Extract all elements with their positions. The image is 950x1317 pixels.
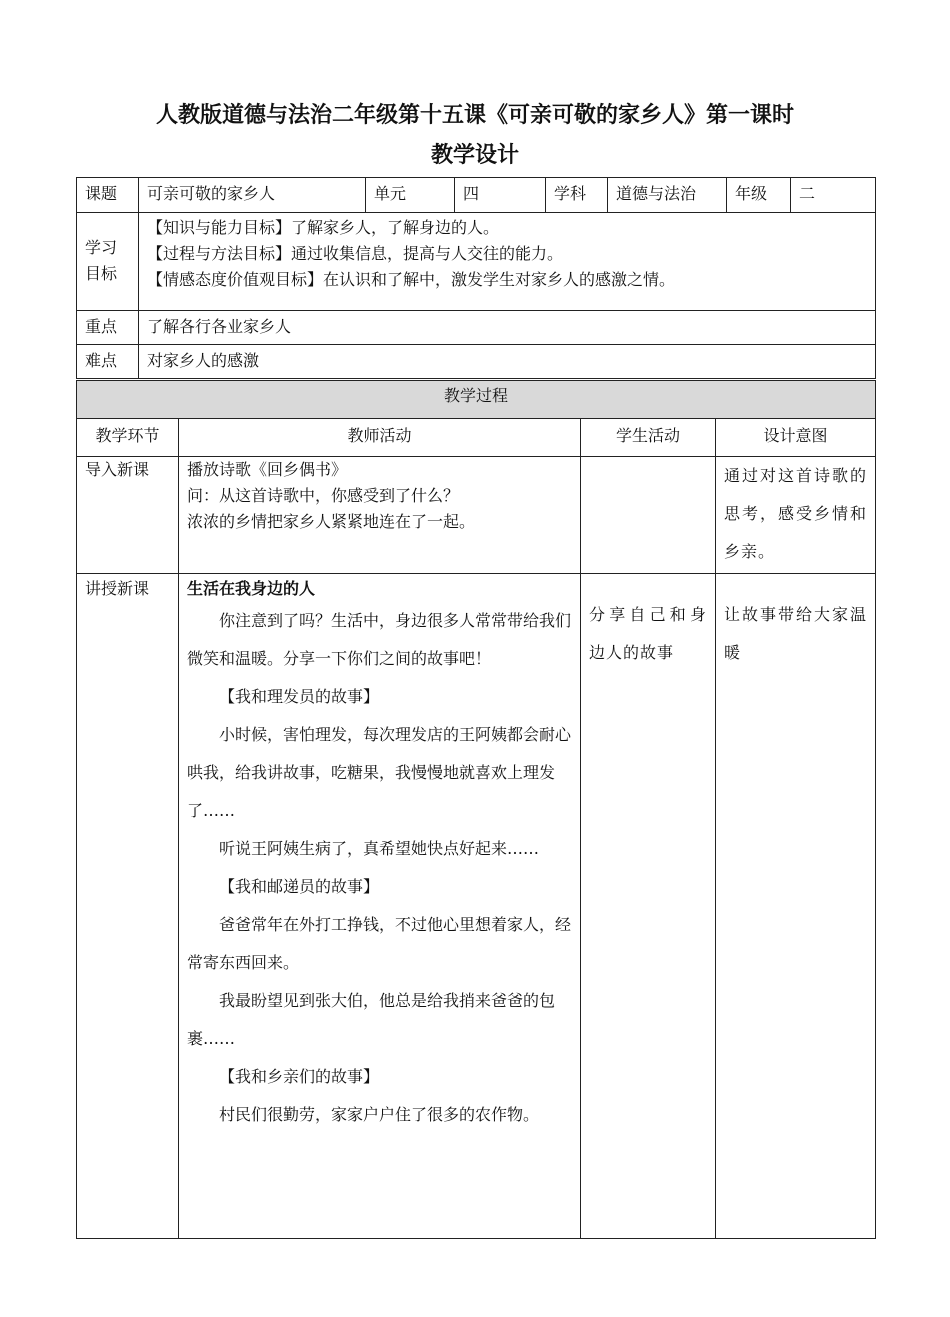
process-header: 教学过程	[77, 381, 876, 419]
story-paragraph: 村民们很勤劳，家家户户住了很多的农作物。	[219, 1105, 540, 1124]
story-paragraph: 我最盼望见到张大伯，他总是给我捎来爸爸的包裹……	[187, 991, 556, 1048]
key-point-label: 重点	[77, 311, 139, 345]
story-heading: 【我和乡亲们的故事】	[219, 1067, 380, 1086]
unit-label: 单元	[366, 178, 455, 213]
difficulty-label: 难点	[77, 345, 139, 379]
key-point-value: 了解各行各业家乡人	[139, 311, 876, 345]
lesson-info-table	[76, 177, 876, 379]
goal-knowledge: 【知识与能力目标】了解家乡人，了解身边的人。	[147, 218, 500, 237]
story-paragraph: 爸爸常年在外打工挣钱，不过他心里想着家人，经常寄东西回来。	[187, 915, 572, 972]
stage-intro: 导入新课	[77, 457, 179, 574]
column-header-stage: 教学环节	[77, 419, 179, 457]
topic-label: 课题	[77, 178, 139, 213]
document-subtitle: 教学设计	[430, 143, 519, 168]
goals-label: 学习目标	[77, 213, 139, 311]
story-paragraph: 听说王阿姨生病了，真希望她快点好起来……	[219, 839, 540, 858]
intro-line: 播放诗歌《回乡偶书》	[187, 460, 348, 479]
column-header-student: 学生活动	[581, 419, 716, 457]
teaching-process-table	[76, 380, 876, 1239]
table-row-intro	[77, 457, 876, 574]
section-heading: 生活在我身边的人	[187, 579, 316, 598]
goal-process: 【过程与方法目标】通过收集信息，提高与人交往的能力。	[147, 244, 564, 263]
story-paragraph: 你注意到了吗？生活中，身边很多人常常带给我们微笑和温暖。分享一下你们之间的故事吧！	[187, 611, 572, 668]
teacher-activity-teach	[179, 574, 581, 1239]
unit-value: 四	[455, 178, 546, 213]
column-header-intent: 设计意图	[716, 419, 876, 457]
design-intent-intro: 通过对这首诗歌的思考，感受乡情和乡亲。	[716, 457, 876, 574]
student-activity-teach: 分享自己和身边人的故事	[581, 574, 716, 1239]
subject-label: 学科	[546, 178, 608, 213]
story-heading: 【我和邮递员的故事】	[219, 877, 380, 896]
goal-emotion: 【情感态度价值观目标】在认识和了解中，激发学生对家乡人的感激之情。	[147, 270, 676, 289]
grade-value: 二	[791, 178, 876, 213]
intro-line: 浓浓的乡情把家乡人紧紧地连在了一起。	[187, 512, 476, 531]
difficulty-value: 对家乡人的感激	[139, 345, 876, 379]
topic-value: 可亲可敬的家乡人	[139, 178, 366, 213]
story-heading: 【我和理发员的故事】	[219, 687, 380, 706]
design-intent-teach: 让故事带给大家温暖	[716, 574, 876, 1239]
document-title: 人教版道德与法治二年级第十五课《可亲可敬的家乡人》第一课时	[155, 103, 794, 128]
subject-value: 道德与法治	[608, 178, 727, 213]
teacher-activity-intro	[179, 457, 581, 574]
intro-line: 问：从这首诗歌中，你感受到了什么？	[187, 486, 460, 505]
student-activity-intro	[581, 457, 716, 574]
goals-cell	[139, 213, 876, 311]
column-header-teacher: 教师活动	[179, 419, 581, 457]
grade-label: 年级	[727, 178, 791, 213]
table-row-teach	[77, 574, 876, 1239]
story-paragraph: 小时候，害怕理发，每次理发店的王阿姨都会耐心哄我，给我讲故事，吃糖果，我慢慢地就喜欢上理发了……	[187, 725, 572, 820]
stage-teach: 讲授新课	[77, 574, 179, 1239]
